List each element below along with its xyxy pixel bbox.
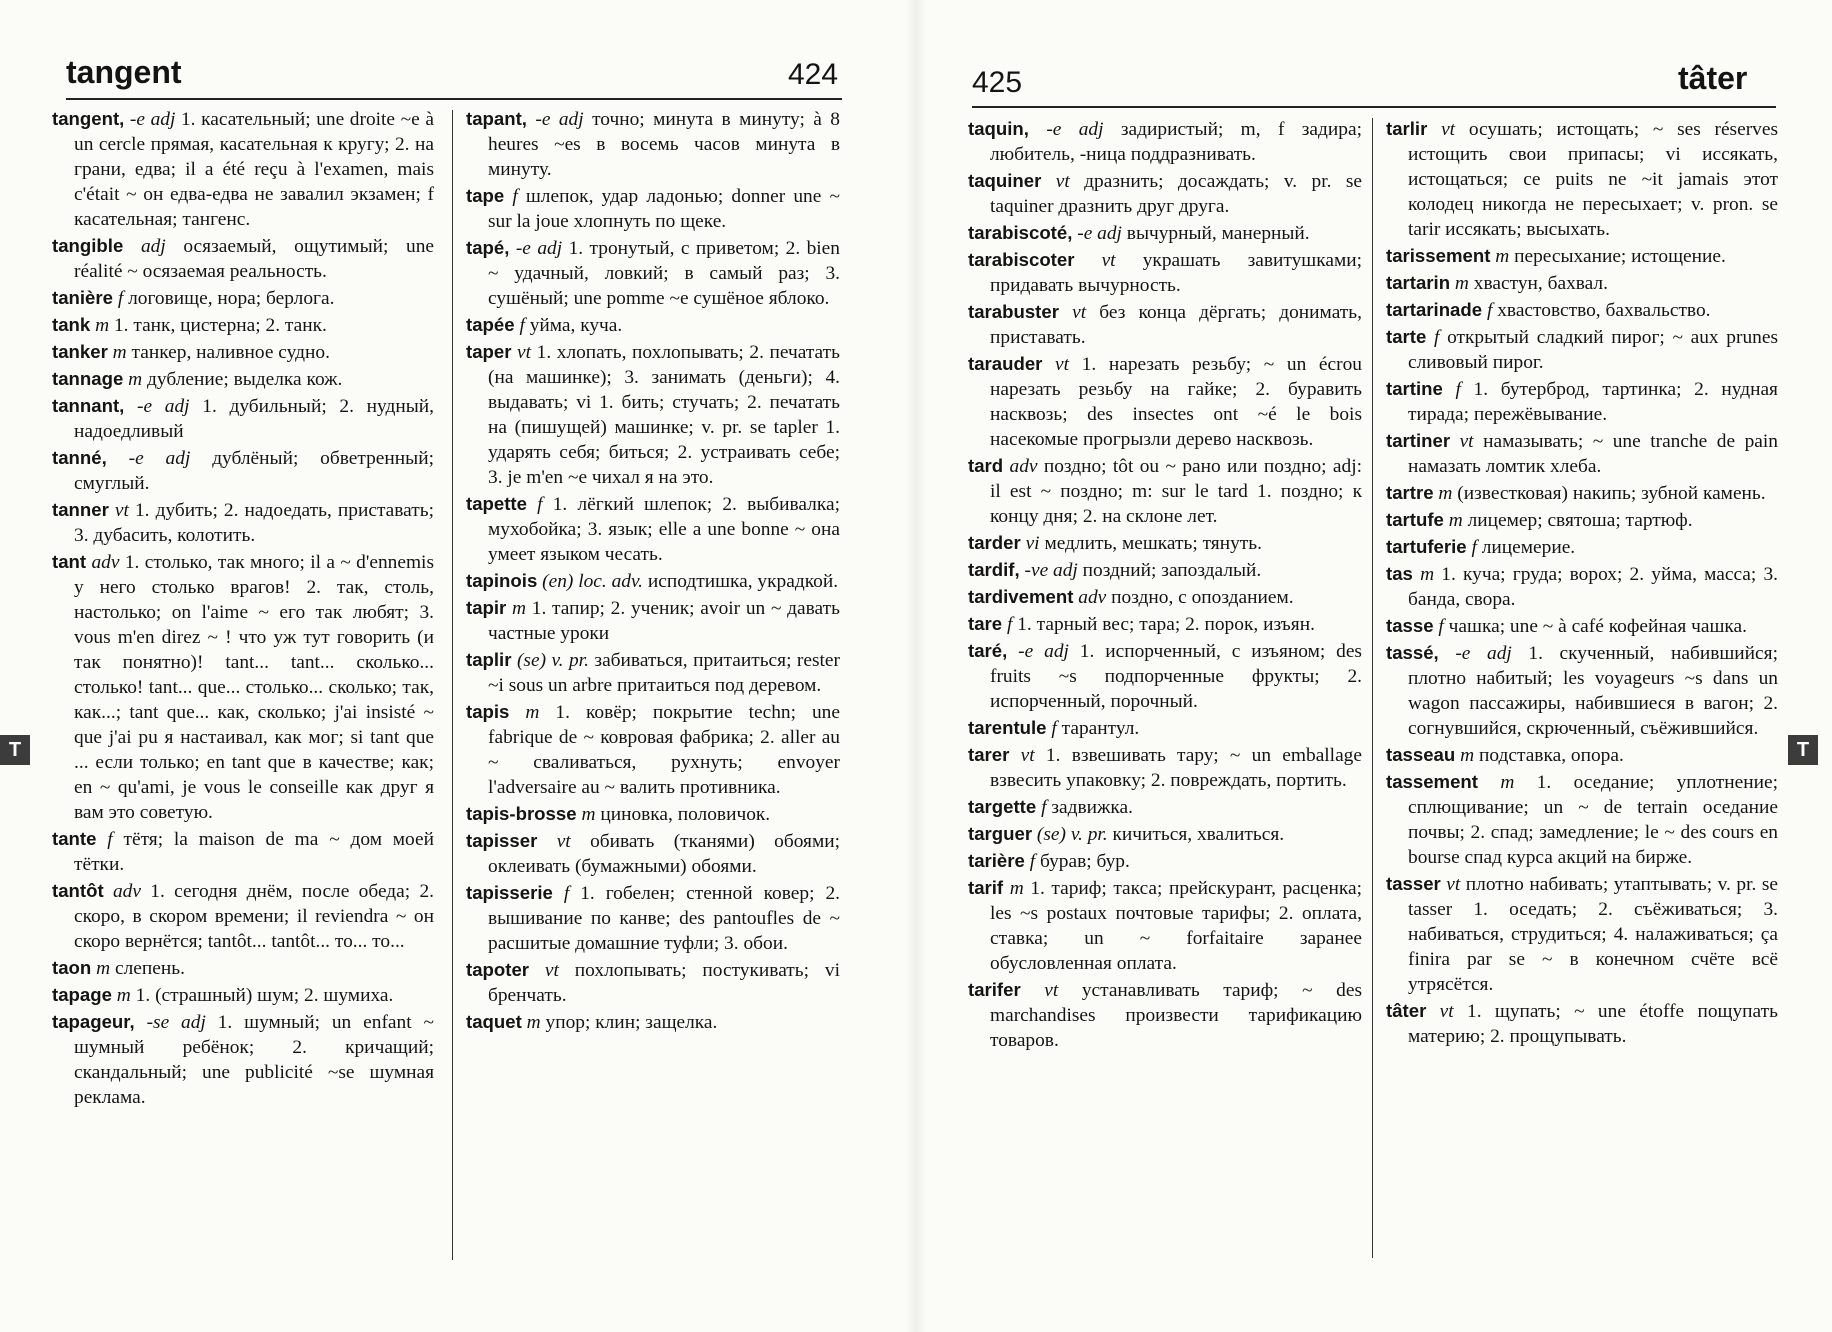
entry-grammar: m <box>1420 564 1435 585</box>
dictionary-entry <box>968 715 1362 741</box>
entry-grammar: -se adj <box>146 1012 206 1033</box>
dictionary-entry <box>1386 297 1778 323</box>
entry-grammar: adv <box>112 881 141 902</box>
entry-headword: tapage <box>52 984 112 1005</box>
entry-headword: tapisserie <box>466 882 553 903</box>
entry-definition: точно; минута в минуту; à 8 heures ~es в восемь часов минута в минуту. <box>488 109 840 180</box>
dictionary-entry <box>466 183 840 234</box>
entry-grammar: -e adj <box>129 109 176 130</box>
entry-grammar: f <box>563 883 570 904</box>
dictionary-entry <box>968 848 1362 874</box>
entry-headword: tapinois <box>466 570 538 591</box>
entry-headword: taplir <box>466 649 512 670</box>
entry-definition: (известковая) накипь; зубной камень. <box>1457 483 1766 504</box>
entry-grammar: vt <box>1101 250 1116 271</box>
entry-grammar: adv <box>1078 587 1107 608</box>
entry-headword: tarder <box>968 532 1021 553</box>
entry-headword: tasse <box>1386 615 1434 636</box>
entry-headword: tapis-brosse <box>466 803 577 824</box>
entry-definition: 1. тарный вес; тара; 2. порок, изъян. <box>1017 614 1315 635</box>
entry-definition: дублёный; обветренный; смуглый. <box>74 448 434 494</box>
entry-grammar: m <box>96 958 111 979</box>
entry-definition: задиристый; m, f задира; любитель, -ница поддразнивать. <box>990 119 1362 165</box>
entry-grammar: m <box>526 1012 541 1033</box>
dictionary-entry <box>52 826 434 877</box>
entry-headword: tante <box>52 828 97 849</box>
entry-grammar: m <box>95 315 110 336</box>
entry-headword: tapette <box>466 493 527 514</box>
entry-definition: 1. танк, цистерна; 2. танк. <box>113 315 327 336</box>
entry-grammar: f <box>1486 300 1493 321</box>
entry-definition: 1. тапир; 2. ученик; avoir un ~ давать частные уроки <box>488 598 840 644</box>
dictionary-entry <box>1386 742 1778 768</box>
entry-definition: 1. нарезать резьбу; ~ un écrou нарезать резьбу на гайке; 2. буравить насквозь; des insectes ont ~é le bois насекомые прогрызли дерево насквозь. <box>990 354 1362 450</box>
dictionary-entry <box>52 497 434 548</box>
entry-headword: tarabiscoté, <box>968 222 1073 243</box>
right-page-number: 425 <box>972 66 1023 99</box>
entry-grammar: f <box>107 829 113 850</box>
entry-headword: tapée <box>466 314 515 335</box>
entry-headword: tartarin <box>1386 272 1451 293</box>
entry-headword: tas <box>1386 563 1413 584</box>
entry-grammar: adv <box>91 552 120 573</box>
entry-grammar: -e adj <box>1018 641 1069 662</box>
entry-headword: tassement <box>1386 771 1478 792</box>
entry-definition: 1. куча; груда; ворох; 2. уйма, масса; 3. банда, свора. <box>1408 564 1778 610</box>
right-header-word: tâter <box>1678 60 1748 96</box>
entry-grammar: vt <box>1439 1001 1454 1022</box>
entry-grammar: vt <box>1446 874 1461 895</box>
entry-grammar: f <box>1051 718 1057 739</box>
entry-headword: tarifer <box>968 979 1021 1000</box>
entry-grammar: f <box>1434 327 1440 348</box>
dictionary-entry <box>968 557 1362 583</box>
entry-headword: tartufe <box>1386 509 1444 530</box>
entry-grammar: m <box>525 702 540 723</box>
entry-definition: 1. оседание; уплотнение; сплющивание; un ~ de terrain оседание почвы; 2. спад; замедление; le ~ des cours en bourse спад курса акций на бирже. <box>1408 772 1778 868</box>
dictionary-entry <box>466 595 840 646</box>
dictionary-entry <box>52 312 434 338</box>
entry-grammar: -e adj <box>515 238 563 259</box>
entry-headword: targette <box>968 796 1037 817</box>
entry-headword: tapé, <box>466 237 510 258</box>
entry-grammar: vt <box>556 831 571 852</box>
entry-headword: tanné, <box>52 447 107 468</box>
entry-grammar: vt <box>114 500 129 521</box>
entry-headword: targuer <box>968 823 1033 844</box>
dictionary-entry <box>466 568 840 594</box>
right-thumb-index-tab: T <box>1788 735 1818 765</box>
entry-grammar: m <box>1495 246 1510 267</box>
entry-definition: дубление; выделка кож. <box>147 369 343 390</box>
entry-definition: хвастовство, бахвальство. <box>1497 300 1711 321</box>
entry-definition: тарантул. <box>1061 718 1140 739</box>
right-header-rule <box>972 106 1776 108</box>
entry-grammar: -e adj <box>1455 643 1512 664</box>
entry-headword: tartarinade <box>1386 299 1483 320</box>
entry-definition: танкер, наливное судно. <box>131 342 330 363</box>
dictionary-entry <box>968 584 1362 610</box>
entry-definition: 1. лёгкий шлепок; 2. выбивалка; мухобойка; 3. язык; elle a une bonne ~ она умеет языком чесать. <box>488 494 840 565</box>
entry-grammar: -e adj <box>128 448 191 469</box>
entry-headword: tarabuster <box>968 301 1059 322</box>
entry-headword: tasseau <box>1386 744 1456 765</box>
entry-grammar: f <box>519 315 525 336</box>
dictionary-entry <box>968 116 1362 167</box>
entry-headword: tarentule <box>968 717 1047 738</box>
dictionary-entry <box>466 1009 840 1035</box>
entry-grammar: m <box>128 369 143 390</box>
entry-definition: вычурный, манерный. <box>1126 223 1310 244</box>
dictionary-entry <box>968 977 1362 1053</box>
dictionary-entry <box>968 299 1362 350</box>
entry-grammar: f <box>1438 616 1444 637</box>
entry-headword: tangent, <box>52 108 125 129</box>
entry-definition: 1. ковёр; покрытие techn; une fabrique de ~ ковровая фабрика; 2. aller au ~ сваливаться, рухнуть; envoyer l'adversaire au ~ валить противника. <box>488 702 840 798</box>
entry-headword: taper <box>466 341 512 362</box>
dictionary-entry <box>1386 507 1778 533</box>
entry-definition: без конца дёргать; донимать, приставать. <box>990 302 1362 348</box>
entry-headword: tarif <box>968 877 1004 898</box>
left-thumb-index-tab: T <box>0 735 30 765</box>
entry-headword: tâter <box>1386 1000 1427 1021</box>
dictionary-entry <box>1386 116 1778 242</box>
entry-definition: намазывать; ~ une tranche de pain намазать ломтик хлеба. <box>1408 431 1778 477</box>
entry-headword: tarière <box>968 850 1025 871</box>
entry-definition: 1. касательный; une droite ~e à un cercle прямая, касательная к кругу; 2. на грани, едва; il a été reçu à l'examen, mais c'était ~ он едва-едва не завалил экзамен; f касательная; тангенс. <box>74 109 434 230</box>
entry-grammar: m <box>1009 878 1024 899</box>
entry-definition: медлить, мешкать; тянуть. <box>1044 533 1262 554</box>
entry-grammar: f <box>1006 614 1013 635</box>
entry-grammar: vt <box>1044 980 1059 1001</box>
left-column-1 <box>52 106 434 1111</box>
entry-definition: устанавливать тариф; ~ des marchandises произвести тарификацию товаров. <box>990 980 1362 1051</box>
dictionary-entry <box>466 312 840 338</box>
entry-definition: поздно, с опозданием. <box>1111 587 1294 608</box>
left-header-word: tangent <box>66 54 182 90</box>
entry-grammar: m <box>112 342 127 363</box>
dictionary-entry <box>466 880 840 956</box>
dictionary-entry <box>466 106 840 182</box>
entry-grammar: (en) loc. adv. <box>542 571 643 592</box>
dictionary-entry <box>1386 376 1778 427</box>
right-column-1 <box>968 116 1362 1054</box>
entry-grammar: -e adj <box>1077 223 1122 244</box>
entry-headword: tardif, <box>968 559 1020 580</box>
entry-headword: tapageur, <box>52 1011 135 1032</box>
dictionary-entry <box>466 957 840 1008</box>
entry-grammar: vt <box>1055 171 1070 192</box>
entry-headword: tanner <box>52 499 109 520</box>
dictionary-entry <box>1386 769 1778 870</box>
entry-grammar: m <box>581 804 596 825</box>
entry-grammar: f <box>1041 797 1047 818</box>
entry-headword: tapoter <box>466 959 530 980</box>
entry-grammar: vt <box>1020 745 1035 766</box>
entry-definition: 1. сегодня днём, после обеда; 2. скоро, в скором времени; il reviendra ~ он скоро вернётся; tantôt... tantôt... то... то... <box>74 881 434 952</box>
entry-definition: пересыхание; истощение. <box>1514 246 1726 267</box>
entry-headword: tardivement <box>968 586 1074 607</box>
entry-headword: tapir <box>466 597 507 618</box>
entry-headword: tarer <box>968 744 1010 765</box>
entry-definition: осушать; истощать; ~ ses réserves истощить свои припасы; vi иссякать, истощаться; ce puits ne ~it jamais этот колодец никогда не пересыхает; v. pron. se tarir иссякать; высыхать. <box>1408 119 1779 240</box>
entry-definition: открытый сладкий пирог; ~ aux prunes сливовый пирог. <box>1408 327 1778 373</box>
dictionary-entry <box>52 1009 434 1110</box>
entry-grammar: f <box>512 186 518 207</box>
entry-grammar: -e adj <box>137 396 190 417</box>
entry-headword: tantôt <box>52 880 104 901</box>
entry-grammar: vt <box>1072 302 1087 323</box>
entry-headword: tarauder <box>968 353 1043 374</box>
dictionary-entry <box>52 549 434 825</box>
entry-headword: tartuferie <box>1386 536 1467 557</box>
entry-definition: похлопывать; постукивать; vi бренчать. <box>488 960 840 1006</box>
entry-headword: taré, <box>968 640 1008 661</box>
dictionary-entry <box>52 393 434 444</box>
entry-headword: tare <box>968 613 1003 634</box>
entry-grammar: f <box>1029 851 1036 872</box>
entry-grammar: f <box>117 288 124 309</box>
dictionary-entry <box>968 453 1362 529</box>
dictionary-entry <box>1386 871 1778 997</box>
dictionary-entry <box>968 638 1362 714</box>
left-column-divider <box>452 110 453 1260</box>
entry-grammar: f <box>537 494 543 515</box>
dictionary-entry <box>466 828 840 879</box>
entry-headword: tartine <box>1386 378 1443 399</box>
entry-headword: tanière <box>52 287 113 308</box>
entry-headword: tannant, <box>52 395 125 416</box>
entry-grammar: vt <box>544 960 559 981</box>
entry-headword: tarlir <box>1386 118 1428 139</box>
entry-grammar: f <box>1455 379 1461 400</box>
dictionary-entry <box>466 647 840 698</box>
entry-definition: циновка, половичок. <box>600 804 771 825</box>
entry-grammar: m <box>1454 273 1469 294</box>
left-header-rule <box>66 98 842 100</box>
entry-headword: tarte <box>1386 326 1427 347</box>
entry-definition: 1. бутерброд, тартинка; 2. нудная тирада; пережёвывание. <box>1408 379 1778 425</box>
dictionary-entry <box>968 742 1362 793</box>
entry-definition: 1. гобелен; стенной ковер; 2. вышивание по канве; des pantoufles de ~ расшитые домашние туфли; 3. обои. <box>488 883 840 954</box>
dictionary-entry <box>52 955 434 981</box>
dictionary-entry <box>466 699 840 800</box>
entry-headword: tartiner <box>1386 430 1451 451</box>
entry-definition: 1. испорченный, с изъяном; des fruits ~s подпорченные фрукты; 2. испорченный, порочный. <box>990 641 1362 712</box>
dictionary-entry <box>1386 613 1778 639</box>
dictionary-entry <box>968 875 1362 976</box>
dictionary-entry <box>968 821 1362 847</box>
dictionary-entry <box>968 168 1362 219</box>
entry-headword: tapant, <box>466 108 527 129</box>
entry-headword: tasser <box>1386 873 1441 894</box>
entry-definition: поздно; tôt ou ~ рано или поздно; adj: il est ~ поздно; m: sur le tard 1. поздно; к концу дня; 2. на склоне лет. <box>990 456 1362 527</box>
entry-grammar: vt <box>517 342 532 363</box>
entry-definition: логовище, нора; берлога. <box>128 288 335 309</box>
right-column-divider <box>1372 118 1373 1258</box>
entry-headword: tapisser <box>466 830 538 851</box>
left-page-number: 424 <box>788 58 839 91</box>
entry-grammar: adv <box>1009 456 1038 477</box>
entry-definition: осязаемый, ощутимый; une réalité ~ осязаемая реальность. <box>74 236 434 282</box>
entry-definition: 1. щупать; ~ une étoffe пощупать материю; 2. прощупывать. <box>1408 1001 1778 1047</box>
entry-headword: tangible <box>52 235 124 256</box>
entry-definition: 1. хлопать, похлопывать; 2. печатать (на машинке); 3. занимать (деньги); 4. выдавать; vi 1. бить; стучать; 2. печатать на (пишущей) машинке; v. pr. se tapler 1. ударять себя; биться; 2. устраивать себе; 3. je m'en ~e чихал я на это. <box>488 342 840 488</box>
dictionary-entry <box>968 530 1362 556</box>
entry-headword: tapis <box>466 701 510 722</box>
dictionary-entry <box>52 233 434 284</box>
dictionary-entry <box>1386 640 1778 741</box>
entry-grammar: adj <box>140 236 166 257</box>
entry-headword: tannage <box>52 368 124 389</box>
entry-definition: хвастун, бахвал. <box>1473 273 1608 294</box>
dictionary-entry <box>1386 534 1778 560</box>
entry-definition: 1. дубить; 2. надоедать, приставать; 3. дубасить, колотить. <box>74 500 434 546</box>
entry-definition: шлепок, удар ладонью; donner une ~ sur la joue хлопнуть по щеке. <box>488 186 840 232</box>
entry-definition: кичиться, хвалиться. <box>1112 824 1285 845</box>
entry-definition: плотно набивать; утаптывать; v. pr. se tasser 1. оседать; 2. съёживаться; 3. набиваться, струдиться; 4. налаживаться; ça finira par se ~ в конечном счёте всё утрясётся. <box>1408 874 1778 995</box>
entry-definition: исподтишка, украдкой. <box>647 571 839 592</box>
left-column-2 <box>466 106 840 1036</box>
dictionary-entry <box>466 801 840 827</box>
entry-definition: лицемер; святоша; тартюф. <box>1467 510 1693 531</box>
entry-definition: 1. (страшный) шум; 2. шумиха. <box>135 985 394 1006</box>
entry-grammar: vt <box>1055 354 1070 375</box>
entry-definition: упор; клин; защелка. <box>545 1012 718 1033</box>
entry-definition: чашка; une ~ à café кофейная чашка. <box>1448 616 1747 637</box>
entry-headword: tarissement <box>1386 245 1491 266</box>
entry-headword: tard <box>968 455 1004 476</box>
entry-grammar: -e adj <box>1046 119 1104 140</box>
entry-grammar: m <box>1460 745 1475 766</box>
entry-grammar: (se) v. pr. <box>1036 824 1108 845</box>
entry-definition: 1. скученный, набившийся; плотно набитый; les voyageurs ~s dans un wagon пассажиры, набившиеся в вагон; 2. согнувшийся, скрюченный, съёжившийся. <box>1408 643 1778 739</box>
entry-definition: 1. взвешивать тару; ~ un emballage взвесить упаковку; 2. повреждать, портить. <box>990 745 1362 791</box>
entry-definition: поздний; запоздалый. <box>1082 560 1262 581</box>
entry-headword: tartre <box>1386 482 1434 503</box>
dictionary-entry <box>466 339 840 490</box>
entry-headword: tassé, <box>1386 642 1439 663</box>
right-column-2 <box>1386 116 1778 1050</box>
dictionary-entry <box>1386 270 1778 296</box>
dictionary-entry <box>1386 480 1778 506</box>
dictionary-entry <box>968 220 1362 246</box>
entry-definition: 1. тронутый, с приветом; 2. bien ~ удачный, ловкий; в самый раз; 3. сушёный; une pomme ~e сушёное яблоко. <box>488 238 840 309</box>
entry-definition: лицемерие. <box>1481 537 1576 558</box>
dictionary-entry <box>52 982 434 1008</box>
dictionary-entry <box>52 285 434 311</box>
entry-grammar: -ve adj <box>1024 560 1078 581</box>
entry-definition: бурав; бур. <box>1039 851 1130 872</box>
dictionary-entry <box>466 491 840 567</box>
dictionary-entry <box>52 878 434 954</box>
dictionary-entry <box>968 794 1362 820</box>
entry-grammar: m <box>1438 483 1453 504</box>
dictionary-entry <box>1386 243 1778 269</box>
entry-grammar: (se) v. pr. <box>516 650 589 671</box>
entry-headword: tanker <box>52 341 108 362</box>
entry-headword: taquin, <box>968 118 1029 139</box>
dictionary-entry <box>968 351 1362 452</box>
entry-headword: taquiner <box>968 170 1042 191</box>
entry-headword: tarabiscoter <box>968 249 1075 270</box>
dictionary-entry <box>1386 324 1778 375</box>
entry-grammar: m <box>512 598 527 619</box>
dictionary-entry <box>466 235 840 311</box>
entry-grammar: vt <box>1459 431 1474 452</box>
entry-definition: забиваться, притаиться; rester ~i sous un arbre притаиться под деревом. <box>488 650 840 696</box>
dictionary-entry <box>1386 428 1778 479</box>
entry-grammar: m <box>116 985 131 1006</box>
entry-definition: дразнить; досаждать; v. pr. se taquiner дразнить друг друга. <box>990 171 1362 217</box>
dictionary-entry <box>1386 998 1778 1049</box>
entry-definition: 1. столько, так много; il a ~ d'ennemis у него столько врагов! 2. так, столь, настолько; on l'aime ~ его так любят; 3. vous m'en direz ~ ! что уж тут говорить (и так понятно)! tant... tant... сколько... столько! tant... que... столько... сколько; так, как...; tant que... как, сколько; j'ai insisté ~ que j'ai pu я настаивал, как мог; si tant que ... если только; en tant que в качестве; как; en ~ qu'ami, je vous le conseille как друг я вам это советую. <box>74 552 434 823</box>
entry-headword: tank <box>52 314 91 335</box>
right-page <box>916 0 1832 1332</box>
entry-definition: 1. тариф; такса; прейскурант, расценка; les ~s postaux почтовые тарифы; 2. оплата, ставка; un ~ forfaitaire заранее обусловленная оплата. <box>990 878 1362 974</box>
entry-definition: слепень. <box>114 958 185 979</box>
entry-definition: 1. шумный; un enfant ~ шумный ребёнок; 2. кричащий; скандальный; une publicité ~se шумная реклама. <box>74 1012 434 1108</box>
entry-definition: уйма, куча. <box>529 315 623 336</box>
entry-definition: украшать завитушками; придавать вычурность. <box>990 250 1362 296</box>
entry-definition: подставка, опора. <box>1479 745 1624 766</box>
entry-grammar: m <box>1500 772 1515 793</box>
entry-grammar: vi <box>1025 533 1040 554</box>
entry-headword: tape <box>466 185 505 206</box>
dictionary-entry <box>52 366 434 392</box>
dictionary-entry <box>1386 561 1778 612</box>
entry-headword: tant <box>52 551 87 572</box>
entry-headword: taon <box>52 957 92 978</box>
entry-grammar: m <box>1448 510 1463 531</box>
entry-grammar: -e adj <box>535 109 584 130</box>
entry-definition: тётя; la maison de ma ~ дом моей тётки. <box>74 829 434 875</box>
dictionary-entry <box>968 247 1362 298</box>
dictionary-entry <box>968 611 1362 637</box>
entry-grammar: f <box>1471 537 1477 558</box>
entry-definition: 1. дубильный; 2. нудный, надоедливый <box>74 396 434 442</box>
entry-grammar: vt <box>1441 119 1456 140</box>
dictionary-entry <box>52 445 434 496</box>
entry-headword: taquet <box>466 1011 522 1032</box>
dictionary-entry <box>52 339 434 365</box>
dictionary-entry <box>52 106 434 232</box>
entry-definition: обивать (тканями) обоями; оклеивать (бумажными) обоями. <box>488 831 840 877</box>
entry-definition: задвижка. <box>1051 797 1133 818</box>
